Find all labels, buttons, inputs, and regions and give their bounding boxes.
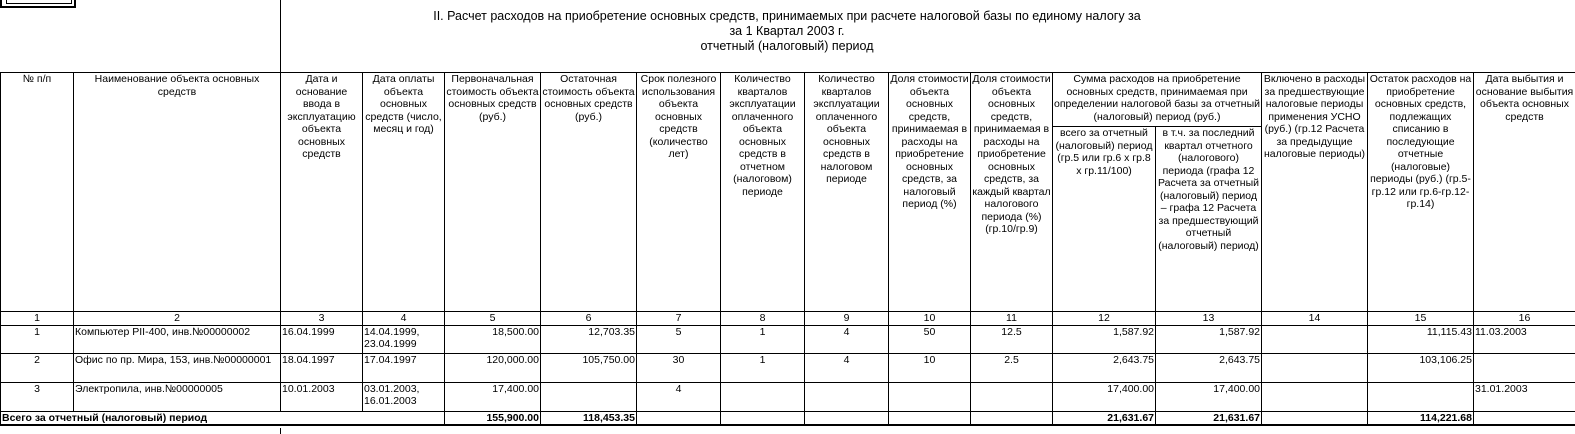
row-number: 1	[1, 325, 74, 353]
col-header-expense-total: всего за отчетный (налоговый) период (гр.5 или гр.6 х гр.8 х гр.11/100)	[1053, 127, 1156, 312]
quarters-report	[721, 382, 805, 411]
useful-life: 30	[637, 353, 721, 382]
table-row	[1, 325, 1575, 353]
asset-name: Электропила, инв.№00000005	[74, 382, 281, 411]
column-number: 1	[1, 312, 74, 326]
col-header-share-quarter: Доля стоимости объекта основных средств, принимаемая в расходы на приобретение основных средств, за каждый квартал налогового периода (%) (гр.10/гр.9)	[971, 73, 1053, 312]
useful-life: 5	[637, 325, 721, 353]
column-number: 3	[281, 312, 363, 326]
report-title-period: за 1 Квартал 2003 г.	[729, 24, 845, 38]
col-header-remaining: Остаток расходов на приобретение основных средств, подлежащих списанию в последующие отчетные (налоговые) периоды (руб.) (гр.5-гр.12 или гр.6-гр.12-гр.14)	[1368, 73, 1474, 312]
table-row	[1, 353, 1575, 382]
residual-cost	[541, 382, 637, 411]
total-empty-cell	[1262, 411, 1368, 425]
total-empty-cell	[805, 411, 889, 425]
initial-cost: 120,000.00	[445, 353, 541, 382]
report-frame-inner	[6, 0, 72, 4]
total-initial-cost: 155,900.00	[445, 411, 541, 425]
total-empty-cell	[721, 411, 805, 425]
total-row	[1, 411, 1575, 425]
residual-cost: 12,703.35	[541, 325, 637, 353]
col-header-expense-last-quarter: в т.ч. за последний квартал отчетного (налогового) периода (графа 12 Расчета за отчетный (налоговый) период – графа 12 Расчета за предшествующий отчетный (налоговый) период)	[1156, 127, 1262, 312]
disposal-date	[1474, 353, 1575, 382]
total-label: Всего за отчетный (налоговый) период	[1, 411, 445, 425]
disposal-date: 31.01.2003	[1474, 382, 1575, 411]
row-number: 3	[1, 382, 74, 411]
report-title-caption: отчетный (налоговый) период	[700, 39, 874, 53]
column-number: 15	[1368, 312, 1474, 326]
disposal-date: 11.03.2003	[1474, 325, 1575, 353]
col-header-commission-date: Дата и основание ввода в эксплуатацию объекта основных средств	[281, 73, 363, 312]
quarters-report: 1	[721, 325, 805, 353]
initial-cost: 17,400.00	[445, 382, 541, 411]
payment-date: 14.04.1999, 23.04.1999	[363, 325, 445, 353]
footer-divider	[280, 428, 281, 434]
expense-last-quarter: 2,643.75	[1156, 353, 1262, 382]
column-number: 16	[1474, 312, 1575, 326]
share-quarter: 12.5	[971, 325, 1053, 353]
col-header-previous-periods: Включено в расходы за предшествующие налоговые периоды применения УСНО (руб.) (гр.12 Расчета за предыдущие налоговые периоды)	[1262, 73, 1368, 312]
previous-periods	[1262, 353, 1368, 382]
expense-total: 17,400.00	[1053, 382, 1156, 411]
commission-date: 10.01.2003	[281, 382, 363, 411]
report-title-line1: II. Расчет расходов на приобретение основных средств, принимаемых при расчете налоговой базы по единому налогу за	[433, 9, 1141, 23]
total-empty-cell	[971, 411, 1053, 425]
col-header-disposal-date: Дата выбытия и основание выбытия объекта основных средств	[1474, 73, 1575, 312]
share-quarter	[971, 382, 1053, 411]
remaining: 11,115.43	[1368, 325, 1474, 353]
column-number: 9	[805, 312, 889, 326]
share-quarter: 2.5	[971, 353, 1053, 382]
column-number: 2	[74, 312, 281, 326]
column-number: 7	[637, 312, 721, 326]
col-header-payment-date: Дата оплаты объекта основных средств (число, месяц и год)	[363, 73, 445, 312]
column-number-row	[1, 312, 1575, 326]
total-empty-cell	[889, 411, 971, 425]
col-header-useful-life: Срок полезного использования объекта основных средств (количество лет)	[637, 73, 721, 312]
expense-last-quarter: 17,400.00	[1156, 382, 1262, 411]
total-empty-cell	[637, 411, 721, 425]
report-frame-corner	[0, 0, 76, 8]
previous-periods	[1262, 382, 1368, 411]
commission-date: 16.04.1999	[281, 325, 363, 353]
col-header-asset-name: Наименование объекта основных средств	[74, 73, 281, 312]
column-number: 10	[889, 312, 971, 326]
asset-name: Компьютер PII-400, инв.№00000002	[74, 325, 281, 353]
header-divider	[280, 0, 281, 72]
col-header-share-year: Доля стоимости объекта основных средств, принимаемая в расходы на приобретение основных средств, за налоговый период (%)	[889, 73, 971, 312]
col-header-initial-cost: Первоначальная стоимость объекта основных средств (руб.)	[445, 73, 541, 312]
quarters-tax: 4	[805, 325, 889, 353]
initial-cost: 18,500.00	[445, 325, 541, 353]
col-header-expense-group: Сумма расходов на приобретение основных средств, принимаемая при определении налоговой базы за отчетный (налоговый) период (руб.)	[1053, 73, 1262, 127]
asset-name: Офис по пр. Мира, 153, инв.№00000001	[74, 353, 281, 382]
column-number: 4	[363, 312, 445, 326]
residual-cost: 105,750.00	[541, 353, 637, 382]
expense-last-quarter: 1,587.92	[1156, 325, 1262, 353]
share-year: 50	[889, 325, 971, 353]
col-header-quarters-tax: Количество кварталов эксплуатации оплаченного объекта основных средств в налоговом периоде	[805, 73, 889, 312]
remaining: 103,106.25	[1368, 353, 1474, 382]
quarters-report: 1	[721, 353, 805, 382]
payment-date: 17.04.1997	[363, 353, 445, 382]
column-number: 5	[445, 312, 541, 326]
header-row	[1, 73, 1575, 127]
total-residual-cost: 118,453.35	[541, 411, 637, 425]
useful-life: 4	[637, 382, 721, 411]
fixed-assets-table	[0, 72, 1575, 426]
table-row	[1, 382, 1575, 411]
previous-periods	[1262, 325, 1368, 353]
expense-total: 1,587.92	[1053, 325, 1156, 353]
total-expense-last-quarter: 21,631.67	[1156, 411, 1262, 425]
column-number: 14	[1262, 312, 1368, 326]
column-number: 12	[1053, 312, 1156, 326]
col-header-residual-cost: Остаточная стоимость объекта основных средств (руб.)	[541, 73, 637, 312]
column-number: 8	[721, 312, 805, 326]
quarters-tax	[805, 382, 889, 411]
total-expense-total: 21,631.67	[1053, 411, 1156, 425]
total-remaining: 114,221.68	[1368, 411, 1474, 425]
column-number: 13	[1156, 312, 1262, 326]
column-number: 11	[971, 312, 1053, 326]
quarters-tax: 4	[805, 353, 889, 382]
share-year: 10	[889, 353, 971, 382]
row-number: 2	[1, 353, 74, 382]
commission-date: 18.04.1997	[281, 353, 363, 382]
share-year	[889, 382, 971, 411]
expense-total: 2,643.75	[1053, 353, 1156, 382]
payment-date: 03.01.2003, 16.01.2003	[363, 382, 445, 411]
total-empty-cell	[1474, 411, 1575, 425]
remaining	[1368, 382, 1474, 411]
report-title	[282, 9, 1292, 54]
column-number: 6	[541, 312, 637, 326]
col-header-quarters-report: Количество кварталов эксплуатации оплаченного объекта основных средств в отчетном (налоговом) периоде	[721, 73, 805, 312]
col-header-number: № п/п	[1, 73, 74, 312]
